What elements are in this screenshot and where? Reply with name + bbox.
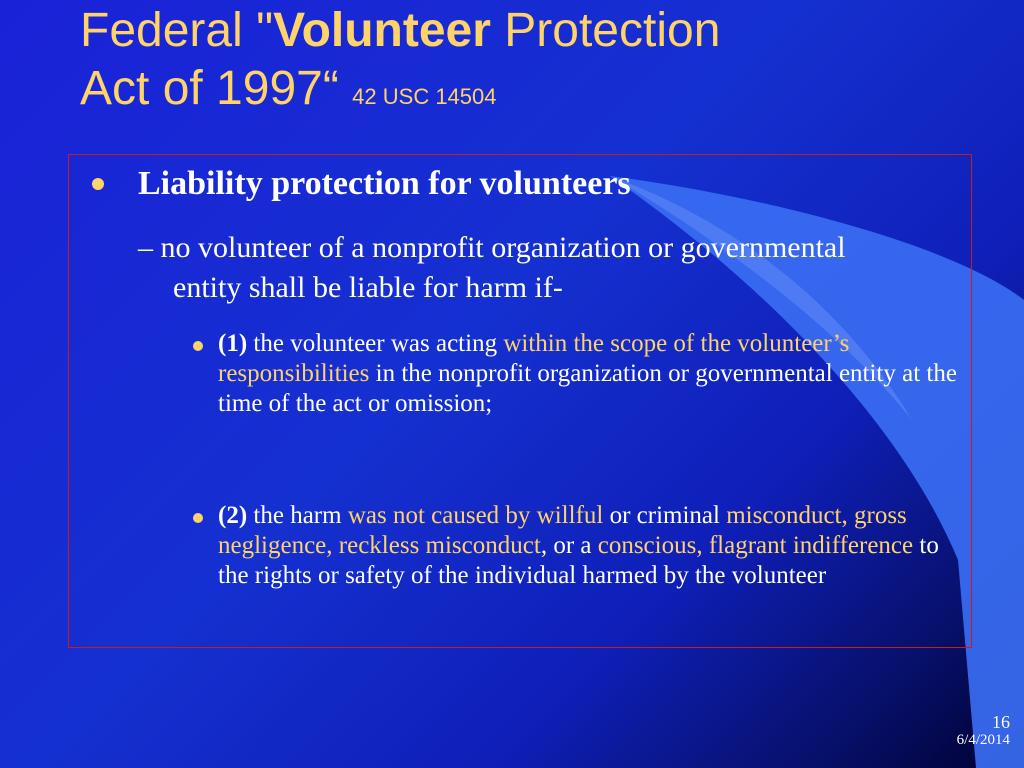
title-citation: 42 USC 14504	[352, 84, 497, 109]
item-text: or criminal	[603, 502, 727, 529]
sub-bullet	[138, 228, 913, 308]
title-line2: Act of 1997“	[80, 62, 339, 115]
list-item-2	[218, 501, 958, 591]
item-highlight: within the scope of the volunteer’s responsibilities	[218, 330, 850, 387]
slide-number: 16	[992, 712, 1010, 732]
list-item-1	[218, 329, 958, 419]
title-emphasis: Volunteer	[273, 4, 491, 57]
item-text: , or a	[540, 532, 598, 559]
bullet-dot-icon	[92, 178, 104, 190]
bullet-dot-icon	[193, 513, 203, 523]
dash-marker: –	[138, 231, 161, 264]
item-number: (2)	[218, 502, 248, 529]
item-text: to the rights or safety of the individual harmed by the volunteer	[218, 532, 939, 589]
slide-title	[80, 2, 960, 126]
slide-footer	[957, 713, 1010, 749]
slide-date: 6/4/2014	[956, 732, 1010, 748]
item-highlight: was not caused by willful	[347, 502, 604, 529]
title-rest: Protection	[490, 4, 721, 57]
bullet-dot-icon	[193, 341, 203, 351]
item-number: (1)	[218, 330, 248, 357]
item-highlight: misconduct, gross negligence, reckless misconduct	[218, 502, 907, 559]
bullet-main-text: Liability protection for volunteers	[138, 165, 631, 202]
item-text: the volunteer was acting	[247, 330, 504, 357]
title-prefix: Federal "	[80, 4, 274, 57]
sub-bullet-text: no volunteer of a nonprofit organization or governmental entity shall be liable for harm if-	[160, 231, 846, 304]
item-text: in the nonprofit organization or governmental entity at the time of the act or omission;	[218, 360, 957, 417]
item-text: the harm	[247, 502, 348, 529]
item-highlight: conscious, flagrant indifference	[597, 532, 914, 559]
